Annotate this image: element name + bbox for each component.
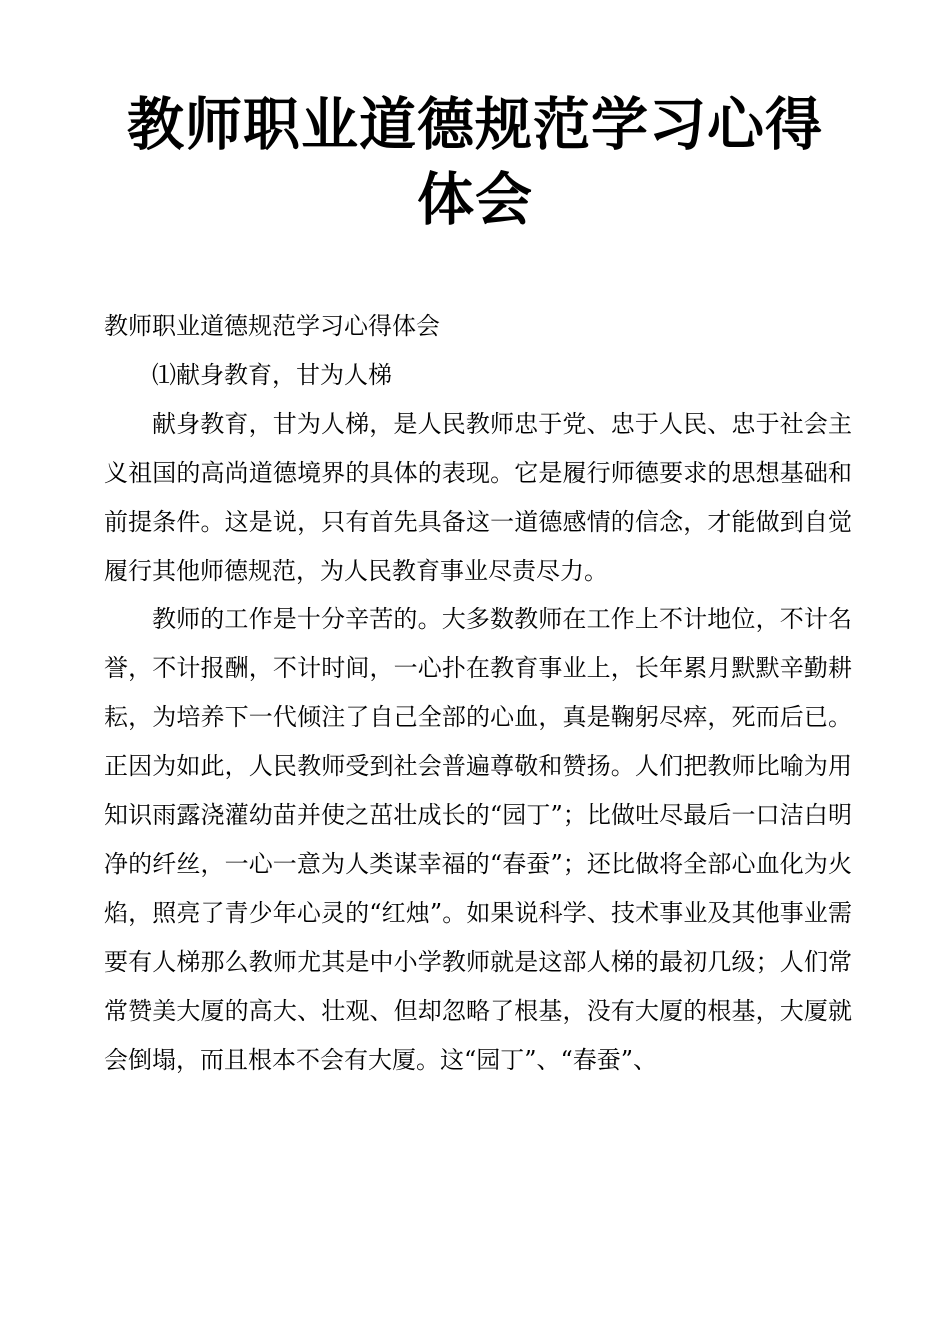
document-title <box>0 88 950 238</box>
section-heading: ⑴献身教育，甘为人梯 <box>152 360 392 389</box>
title-line-1: 教师职业道德规范学习心得 <box>127 92 823 158</box>
body-subtitle: 教师职业道德规范学习心得体会 <box>104 312 440 340</box>
title-line-2: 体会 <box>417 167 533 233</box>
document-body <box>104 302 852 1085</box>
paragraph: 教师的工作是十分辛苦的。大多数教师在工作上不计地位，不计名誉，不计报酬，不计时间，一心扑在教育事业上，长年累月默默辛勤耕耘，为培养下一代倾注了自己全部的心血，真是鞠躬尽瘁，死而后已。正因为如此，人民教师受到社会普遍尊敬和赞扬。人们把教师比喻为用知识雨露浇灌幼苗并使之茁壮成长的“园丁”；比做吐尽最后一口洁白明净的纤丝，一心一意为人类谋幸福的“春蚕”；还比做将全部心血化为火焰，照亮了青少年心灵的“红烛”。如果说科学、技术事业及其他事业需要有人梯那么教师尤其是中小学教师就是这部人梯的最初几级；人们常常赞美大厦的高大、壮观、但却忽略了根基，没有大厦的根基，大厦就会倒塌，而且根本不会有大厦。这“园丁”、“春蚕”、 <box>104 605 852 1074</box>
paragraph: 献身教育，甘为人梯，是人民教师忠于党、忠于人民、忠于社会主义祖国的高尚道德境界的具体的表现。它是履行师德要求的思想基础和前提条件。这是说，只有首先具备这一道德感情的信念，才能做到自觉履行其他师德规范，为人民教育事业尽责尽力。 <box>104 409 852 585</box>
